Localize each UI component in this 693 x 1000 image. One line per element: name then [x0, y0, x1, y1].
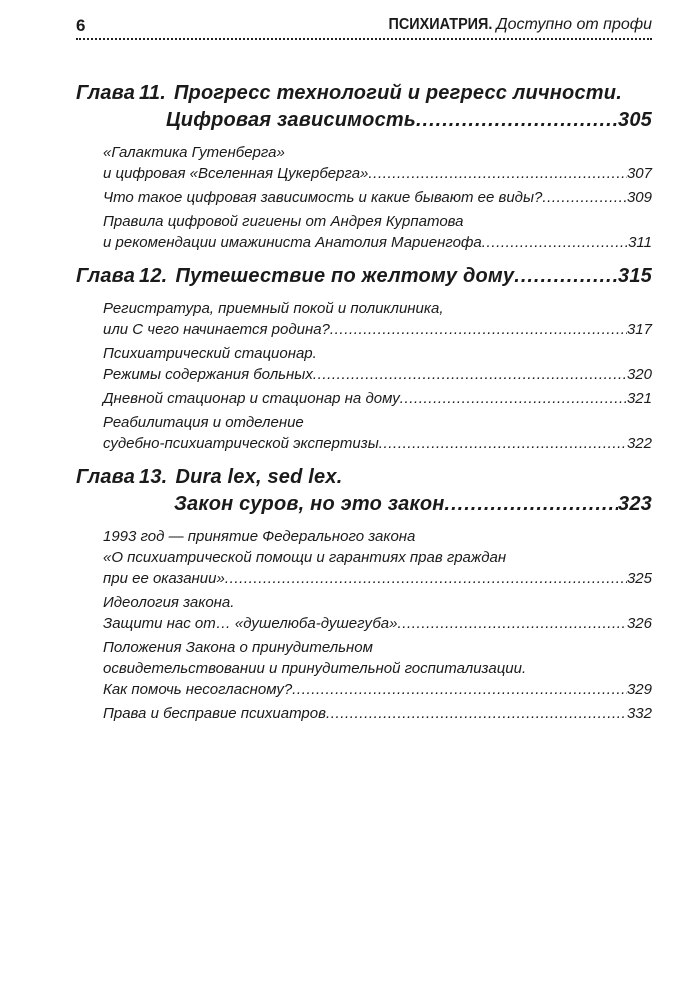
entry-text: Правила цифровой гигиены от Андрея Курпатова: [103, 213, 464, 230]
dot-leader: [292, 679, 627, 700]
dot-leader: [482, 232, 628, 253]
dot-leader: [313, 364, 627, 385]
entry-text: Права и бесправие психиатров: [103, 705, 326, 722]
entry-text: 1993 год — принятие Федерального закона: [103, 528, 416, 545]
toc-entry[interactable]: [103, 526, 652, 589]
entry-page: 322: [626, 435, 652, 452]
chapter-heading: [76, 263, 652, 290]
entry-text: Реабилитация и отделение: [103, 414, 304, 431]
toc-entry[interactable]: [103, 187, 652, 208]
chapter-label: Глава 11.: [76, 82, 166, 104]
running-title: [377, 16, 652, 34]
chapter-13: [76, 464, 652, 724]
running-header: [76, 14, 652, 40]
chapter-title-cont: Цифровая зависимость: [166, 109, 416, 131]
entry-text: судебно-психиатрической экспертизы: [103, 435, 379, 452]
entry-text: Регистратура, приемный покой и поликлиника,: [103, 300, 444, 317]
entry-page: 326: [626, 615, 652, 632]
chapter-title: Путешествие по желтому дому: [175, 265, 515, 287]
entry-text: «О психиатрической помощи и гарантиях прав граждан: [103, 549, 507, 566]
section-list: [76, 142, 652, 253]
toc-entry[interactable]: [103, 592, 652, 634]
chapter-page: 323: [618, 493, 652, 515]
section-list: [76, 526, 652, 724]
entry-text: Психиатрический стационар.: [103, 345, 317, 362]
entry-text: Как помочь несогласному?: [103, 681, 293, 698]
chapter-11: [76, 80, 652, 253]
page-number: 6: [76, 16, 86, 35]
entry-text: при ее оказании»: [103, 570, 225, 587]
section-list: [76, 298, 652, 454]
entry-page: 317: [626, 321, 652, 338]
dot-leader: [330, 319, 627, 340]
entry-page: 307: [626, 165, 652, 182]
toc-entry[interactable]: [103, 703, 652, 724]
chapter-title: Прогресс технологий и регресс личности.: [173, 82, 622, 104]
chapter-heading: [76, 464, 652, 518]
chapter-label: Глава 13.: [76, 466, 168, 488]
entry-text: Что такое цифровая зависимость и какие бывают ее виды?: [103, 189, 543, 206]
entry-text: Положения Закона о принудительном: [103, 639, 373, 656]
dot-leader: [326, 703, 627, 724]
toc-entry[interactable]: [103, 142, 652, 184]
entry-text: Режимы содержания больных: [103, 366, 313, 383]
entry-text: Защити нас от… «душелюба-душегуба»: [103, 615, 398, 632]
entry-page: 329: [626, 681, 652, 698]
book-title: ПСИХИАТРИЯ.: [388, 16, 492, 33]
dot-leader: [416, 107, 618, 134]
dot-leader: [400, 388, 627, 409]
dot-leader: [397, 613, 626, 634]
dot-leader: [379, 433, 627, 454]
entry-page: 320: [626, 366, 652, 383]
dot-leader: [542, 187, 627, 208]
entry-text: и рекомендации имажиниста Анатолия Мариенгофа: [103, 234, 482, 251]
toc-entry[interactable]: [103, 388, 652, 409]
entry-text: Дневной стационар и стационар на дому: [103, 390, 400, 407]
toc-entry[interactable]: [103, 637, 652, 700]
entry-page: 332: [626, 705, 652, 722]
entry-text: и цифровая «Вселенная Цукерберга»: [103, 165, 369, 182]
book-subtitle: Доступно от профи: [491, 16, 652, 33]
toc-entry[interactable]: [103, 211, 652, 253]
dot-leader: [368, 163, 627, 184]
entry-text: или С чего начинается родина?: [103, 321, 330, 338]
dot-leader: [225, 568, 627, 589]
entry-page: 325: [626, 570, 652, 587]
table-of-contents: [76, 80, 652, 734]
chapter-label: Глава 12.: [76, 265, 168, 287]
chapter-heading: [76, 80, 652, 134]
entry-text: «Галактика Гутенберга»: [103, 144, 285, 161]
chapter-title: Dura lex, sed lex.: [175, 466, 343, 488]
entry-page: 321: [626, 390, 652, 407]
entry-page: 309: [626, 189, 652, 206]
toc-entry[interactable]: [103, 298, 652, 340]
chapter-page: 315: [618, 265, 652, 287]
entry-text: освидетельствовании и принудительной госпитализации.: [103, 660, 527, 677]
toc-entry[interactable]: [103, 343, 652, 385]
toc-entry[interactable]: [103, 412, 652, 454]
entry-text: Идеология закона.: [103, 594, 235, 611]
chapter-12: [76, 263, 652, 454]
chapter-title-cont: Закон суров, но это закон: [174, 493, 445, 515]
dot-leader: [445, 491, 618, 518]
chapter-page: 305: [618, 109, 652, 131]
dot-leader: [514, 263, 618, 290]
entry-page: 311: [628, 234, 652, 251]
